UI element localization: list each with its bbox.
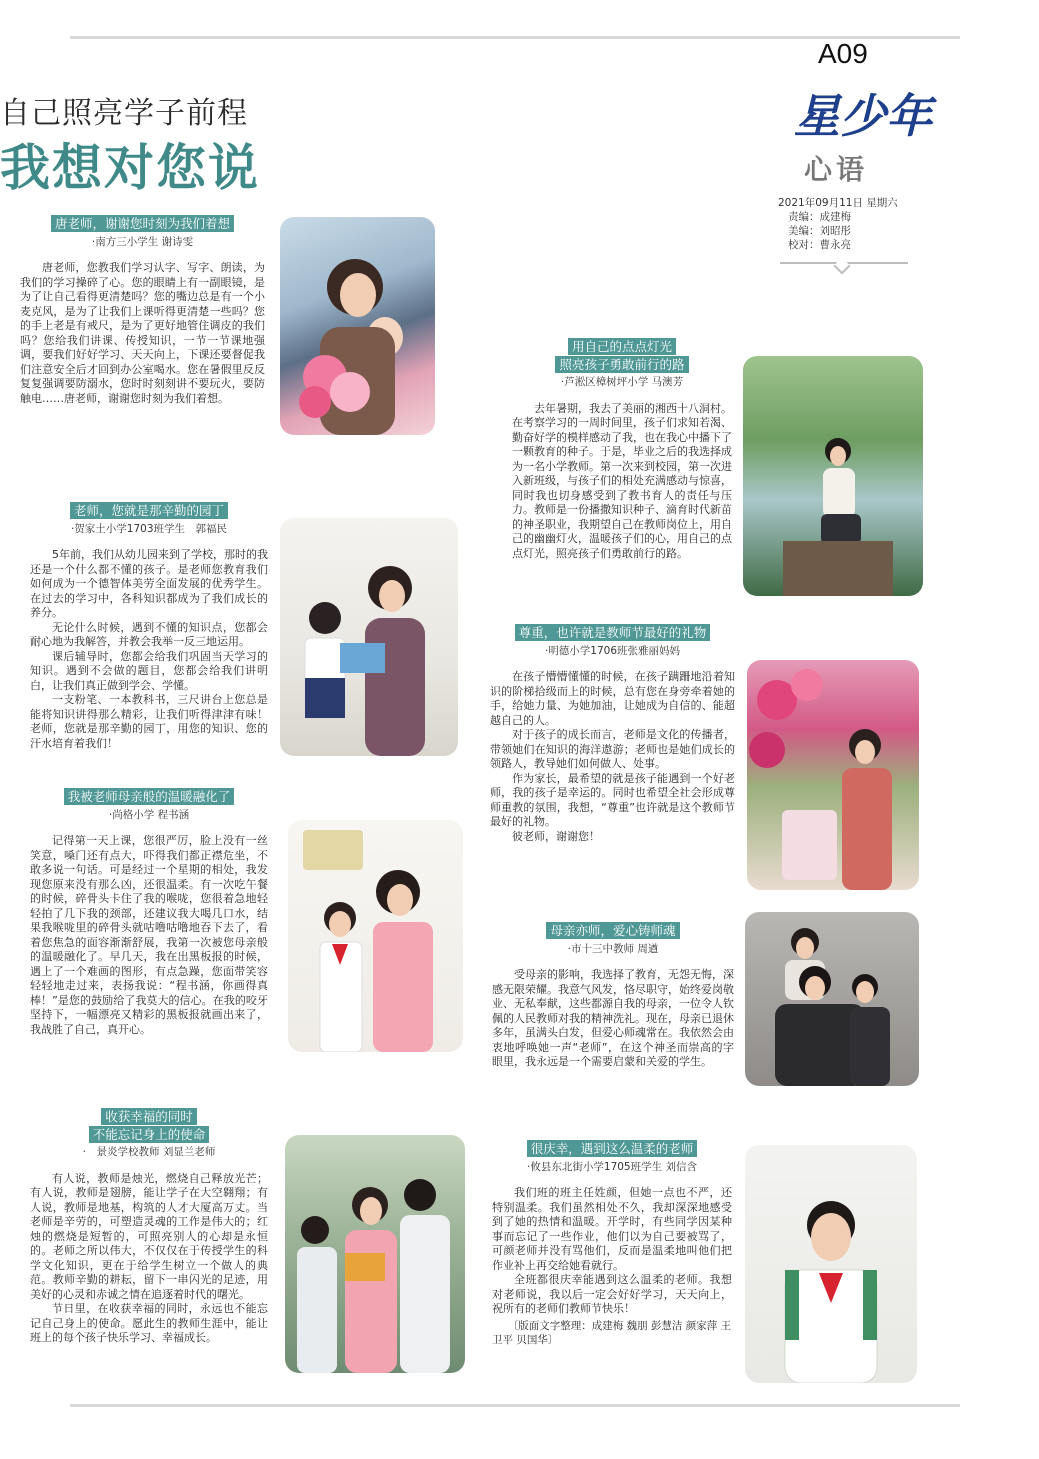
paragraph: 对于孩子的成长而言，老师是文化的传播者，带领她们在知识的海洋遨游；老师也是她们成长的领路人，教导她们如何做人、处事。 <box>490 728 735 770</box>
article-body <box>490 670 735 844</box>
photo-teacher-with-girl <box>288 820 463 1052</box>
proofreader-line: 校对：曹永亮 <box>788 239 851 251</box>
article-byline: ·市十三中教师 周遒 <box>567 942 659 955</box>
paragraph: 5年前，我们从幼儿园来到了学校，那时的我还是一个什么都不懂的孩子。是老师您教育我们如何成为一个德智体美劳全面发展的优秀学生。在过去的学习中，各科知识都成为了我们成长的养分。 <box>30 548 268 619</box>
article-body <box>512 402 732 562</box>
paragraph: 去年暑期，我去了美丽的湘西十八洞村。在考察学习的一周时间里，孩子们求知若渴、勤奋好学的模样感动了我，也在我心中播下了一颗教育的种子。于是，毕业之后的我选择成为一名小学教师。第一次来到校园，第一次进入新班级，与孩子们的相处充满感动与惊喜，同时我也切身感受到了教书育人的责任与压力。教师是一份播撒知识种子、滴育时代新苗的神圣职业，我期望自己在教师岗位上，用自己的幽幽灯火，温暖孩子们的心，用自己的点点灯光，照亮孩子们勇敢前行的路。 <box>512 401 732 560</box>
photo-illustration <box>280 518 458 756</box>
photo-teacher-with-students-reading <box>285 1135 465 1373</box>
paragraph: 课后辅导时，您都会给我们巩固当天学习的知识。遇到不会做的题目，您都会给我们讲明白，让我们真正做到学会、学懂。 <box>30 649 268 692</box>
paragraph: 作为家长，最希望的就是孩子能遇到一个好老师，我的孩子是幸运的。同时也希望全社会形成尊师重教的氛围，我想，“尊重”也许就是这个教师节最好的礼物。 <box>490 771 735 828</box>
article-byline: ·尚格小学 程书涵 <box>108 808 190 821</box>
article-tang-teacher <box>20 215 265 406</box>
issue-date: 2021年09月11日 星期六 <box>778 197 898 209</box>
paragraph: 在孩子懵懵懂懂的时候，在孩子蹒跚地沿着知识的阶梯拾级而上的时候，总有您在身旁牵着她的手，给她力量、为她加油，让她成为自信的、能超越自己的人。 <box>490 670 735 727</box>
photo-teacher-by-lake <box>743 356 923 596</box>
photo-illustration <box>285 1135 465 1373</box>
paragraph: 彼老师，谢谢您！ <box>512 829 600 843</box>
photo-teacher-with-student-book <box>280 518 458 756</box>
bottom-rule <box>70 1404 960 1407</box>
article-title: 很庆幸，遇到这么温柔的老师 <box>492 1140 732 1158</box>
paragraph: 唐老师，您教我们学习认字、写字、朗读，为我们的学习操碎了心。您的眼睛上有一副眼镜，是为了让自己看得更清楚吗？您的嘴边总是有一个小麦克风，是为了让我们上课听得更清楚一些吗？您的手上老是有戒尺，是为了更好地管住调皮的我们吗？您给我们讲课、传授知识，一节一节课地强调，要我们好好学习、天天向上，下课还要督促我们注意安全后才回到办公室喝水。您在暑假里反反复复强调要防溺水，您时时刻刻讲不要玩火，要防触电……唐老师，谢谢您时刻为我们着想。 <box>20 261 265 405</box>
article-byline: · 景炎学校教师 刘显兰老师 <box>82 1146 216 1158</box>
article-title: 收获幸福的同时 <box>30 1108 268 1126</box>
paragraph: 记得第一天上课，您很严厉，脸上没有一丝笑意，嗓门还有点大，吓得我们都正襟危坐，不敢多说一句话。可是经过一个星期的相处，我发现您原来没有那么凶，还很温柔。有一次吃午餐的时候，碎骨头卡住了我的喉咙，您很着急地轻轻拍了几下我的颈部，还建议我大喝几口水，结果我喉咙里的碎骨头就咕噜咕噜地吞下去了，看着您焦急的面容渐渐舒展，我第一次被您母亲般的温暖融化了。早几天，我在出黑板报的时候，遇上了一个难画的图形，有点急躁，您面带笑容轻轻地走过来，表扬我说：“程书涵，你画得真棒！”是您的鼓励给了我莫大的信心。在我的咬牙坚持下，一幅漂亮又精彩的黑板报就画出来了，我战胜了自己，真开心。 <box>30 834 268 1036</box>
article-body <box>492 1186 732 1317</box>
photo-illustration <box>280 217 435 435</box>
photo-family <box>745 912 919 1086</box>
logo-text: 星少年 <box>794 89 932 143</box>
article-byline: ·明德小学1706班张雅丽妈妈 <box>544 644 681 657</box>
photo-illustration <box>747 660 919 890</box>
masthead-info <box>778 196 908 252</box>
paragraph: 有人说，教师是烛光，燃烧自己释放光芒；有人说，教师是翅膀，能让学子在大空翱翔；有人说，教师是地基，构筑的人才大厦高万丈。当老师是辛劳的，可塑造灵魂的工作是伟大的；红烛的燃烧是短暂的，可照亮别人的心却是永恒的。老师之所以伟大，不仅仅在于传授学生的科学文化知识，更在于给学生树立一个做人的典范。教师辛勤的耕耘，留下一串闪光的足迹，用美好的心灵和赤诚之情在追逐着时代的曙光。 <box>30 1171 268 1301</box>
page-number: A09 <box>818 38 868 69</box>
headline-line2: 我想对您说 <box>0 139 260 197</box>
article-body <box>492 968 734 1070</box>
article-title: 用自己的点点灯光 <box>512 338 732 356</box>
article-byline: ·贺家土小学1703班学生 郭福民 <box>70 522 228 535</box>
photo-illustration <box>745 912 919 1086</box>
paragraph: 节日里，在收获幸福的同时，永远也不能忘记自己身上的使命。愿此生的教师生涯中，能让班上的每个孩子快乐学习、幸福成长。 <box>30 1302 268 1344</box>
designer-line: 美编：刘昭彤 <box>788 225 851 237</box>
article-title-line2: 照亮孩子勇敢前行的路 <box>512 356 732 374</box>
article-body <box>20 261 265 406</box>
article-byline: ·攸县东北街小学1705班学生 刘信含 <box>527 1160 697 1173</box>
article-mission <box>30 1108 268 1346</box>
article-respect-gift <box>490 624 735 844</box>
paragraph: 受母亲的影响，我选择了教育，无怨无悔，深感无限荣耀。我意气风发，恪尽职守，始终爱岗敬业、无私奉献，这些都源自我的母亲，一位令人钦佩的人民教师对我的精神洗礼。现在，母亲已退休多年，虽满头白发，但爱心师魂常在。我依然会由衷地呼唤她一声“老师”，在这个神圣而崇高的字眼里，我永远是一个需要启蒙和关爱的学生。 <box>492 968 734 1068</box>
article-body <box>30 548 268 751</box>
photo-illustration <box>745 1145 917 1383</box>
article-title: 老师，您就是那辛勤的园丁 <box>30 502 268 520</box>
article-title: 尊重，也许就是教师节最好的礼物 <box>490 624 735 642</box>
article-title-line2: 不能忘记身上的使命 <box>30 1126 268 1144</box>
article-title: 我被老师母亲般的温暖融化了 <box>30 788 268 806</box>
paragraph: 一支粉笔、一本教科书，三尺讲台上您总是能将知识讲得那么精彩，让我们听得津津有味！老师，您就是那辛勤的园丁，用您的知识、您的汗水培育着我们！ <box>30 693 268 750</box>
photo-student-boy <box>745 1145 917 1383</box>
article-byline: ·芦淞区樟树坪小学 马澳芳 <box>560 376 684 388</box>
layout-credit: 〔版面文字整理：成建梅 魏朋 彭慧洁 颜家萍 王卫平 贝国华〕 <box>492 1319 732 1346</box>
photo-woman-with-flowers <box>747 660 919 890</box>
article-gardener <box>30 502 268 751</box>
section-logo <box>794 80 932 146</box>
article-title: 唐老师，谢谢您时刻为我们着想 <box>20 215 265 233</box>
headline-line1: 自己照亮学子前程 <box>0 96 248 131</box>
paragraph: 我们班的班主任姓颜，但她一点也不严，还特别温柔。我们虽然相处不久，我却深深地感受到了她的热情和温暖。开学时，有些同学因某种事而忘记了一些作业，他们以为自己要被骂了，可颜老师并没有骂他们，反而是温柔地叫他们把作业补上再交给她看就行。 <box>492 1186 732 1272</box>
paragraph: 全班都很庆幸能遇到这么温柔的老师。我想对老师说，我以后一定会好好学习，天天向上，祝所有的老师们教师节快乐！ <box>492 1273 732 1315</box>
article-light-path <box>512 338 732 561</box>
photo-illustration <box>288 820 463 1052</box>
article-maternal-warmth <box>30 788 268 1037</box>
masthead-caret <box>834 258 851 275</box>
photo-teacher-with-flowers <box>280 217 435 435</box>
article-gentle-teacher <box>492 1140 732 1347</box>
photo-illustration <box>743 356 923 596</box>
article-byline: ·南方三小学生 谢诗雯 <box>91 235 194 248</box>
article-body <box>30 834 268 1037</box>
article-body <box>30 1172 268 1346</box>
paragraph: 无论什么时候，遇到不懂的知识点，您都会耐心地为我解答，并教会我举一反三地运用。 <box>30 620 268 648</box>
article-title: 母亲亦师，爱心铸师魂 <box>492 922 734 940</box>
editor-line: 责编：成建梅 <box>788 211 851 223</box>
section-subtitle: 心语 <box>804 153 869 186</box>
article-mother-teacher <box>492 922 734 1070</box>
